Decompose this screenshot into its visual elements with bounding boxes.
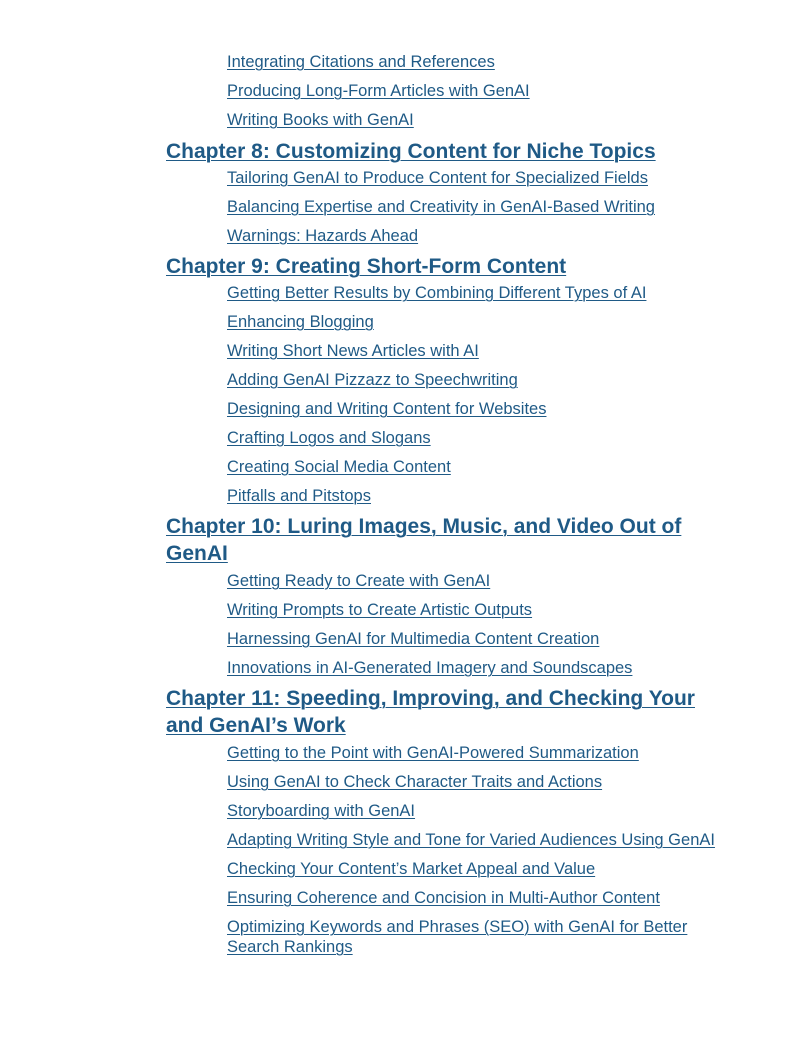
toc-link[interactable]: Integrating Citations and References <box>227 53 495 71</box>
toc-link[interactable]: Checking Your Content’s Market Appeal and Value <box>227 860 596 878</box>
toc-entry <box>227 399 736 428</box>
toc-link[interactable]: Harnessing GenAI for Multimedia Content Creation <box>227 630 600 648</box>
toc-link[interactable]: Pitfalls and Pitstops <box>227 487 371 505</box>
toc-entry <box>227 283 736 312</box>
toc-link[interactable]: Writing Prompts to Create Artistic Outputs <box>227 601 533 619</box>
toc-entry <box>227 312 736 341</box>
toc-entry <box>227 658 736 685</box>
toc-link[interactable]: Optimizing Keywords and Phrases (SEO) with GenAI for Better Search Rankings <box>227 918 688 956</box>
toc-entry <box>227 110 736 140</box>
toc-link[interactable]: Writing Short News Articles with AI <box>227 342 479 360</box>
chapter-10-section <box>166 513 736 685</box>
toc-entry <box>227 801 736 830</box>
toc-link[interactable]: Getting to the Point with GenAI-Powered Summarization <box>227 744 639 762</box>
toc-link[interactable]: Storyboarding with GenAI <box>227 802 416 820</box>
chapter-heading <box>166 253 736 280</box>
toc-link[interactable]: Tailoring GenAI to Produce Content for Specialized Fields <box>227 169 648 187</box>
toc-entry <box>227 428 736 457</box>
toc-entry <box>227 341 736 370</box>
toc-link[interactable]: Adapting Writing Style and Tone for Varied Audiences Using GenAI <box>227 831 715 849</box>
chapter-8-section <box>166 138 736 253</box>
toc-entry <box>227 772 736 801</box>
chapter-heading <box>166 513 726 567</box>
toc-link[interactable]: Innovations in AI-Generated Imagery and Soundscapes <box>227 659 633 677</box>
chapter-heading <box>166 685 736 739</box>
toc-link[interactable]: Writing Books with GenAI <box>227 111 414 129</box>
toc-entry <box>227 81 736 110</box>
toc-entry <box>227 168 736 197</box>
chapter-9-section <box>166 253 736 513</box>
toc-entry <box>227 571 736 600</box>
toc-link[interactable]: Using GenAI to Check Character Traits and Actions <box>227 773 603 791</box>
toc-link[interactable]: Designing and Writing Content for Websites <box>227 400 547 418</box>
toc-entry <box>227 629 736 658</box>
toc-entry <box>227 226 736 253</box>
toc-entry <box>227 830 736 859</box>
toc-entry <box>227 197 736 226</box>
toc-link[interactable]: Enhancing Blogging <box>227 313 374 331</box>
toc-entry <box>227 486 736 513</box>
toc-link[interactable]: Ensuring Coherence and Concision in Multi-Author Content <box>227 889 660 907</box>
leading-entries <box>166 52 736 140</box>
toc-entry <box>227 600 736 629</box>
chapter-heading <box>166 138 736 165</box>
chapter-link[interactable]: Chapter 8: Customizing Content for Niche Topics <box>166 140 656 163</box>
toc-link[interactable]: Getting Better Results by Combining Different Types of AI <box>227 284 647 302</box>
toc-link[interactable]: Creating Social Media Content <box>227 458 451 476</box>
toc-entry <box>227 743 736 772</box>
toc-link[interactable]: Crafting Logos and Slogans <box>227 429 431 447</box>
toc-link[interactable]: Producing Long-Form Articles with GenAI <box>227 82 530 100</box>
toc-entry <box>227 917 707 957</box>
toc-link[interactable]: Balancing Expertise and Creativity in GenAI-Based Writing <box>227 198 655 216</box>
toc-entry <box>227 52 736 81</box>
chapter-link[interactable]: Chapter 9: Creating Short-Form Content <box>166 255 567 278</box>
toc-entry <box>227 457 736 486</box>
chapter-11-section <box>166 685 736 957</box>
toc-link[interactable]: Warnings: Hazards Ahead <box>227 227 419 245</box>
chapter-link[interactable]: Chapter 11: Speeding, Improving, and Checking Your and GenAI’s Work <box>166 687 695 737</box>
toc-entry <box>227 859 736 888</box>
toc-link[interactable]: Adding GenAI Pizzazz to Speechwriting <box>227 371 518 389</box>
table-of-contents <box>166 52 736 966</box>
chapter-link[interactable]: Chapter 10: Luring Images, Music, and Video Out of GenAI <box>166 515 682 565</box>
toc-link[interactable]: Getting Ready to Create with GenAI <box>227 572 491 590</box>
toc-entry <box>227 370 736 399</box>
toc-entry <box>227 888 736 917</box>
